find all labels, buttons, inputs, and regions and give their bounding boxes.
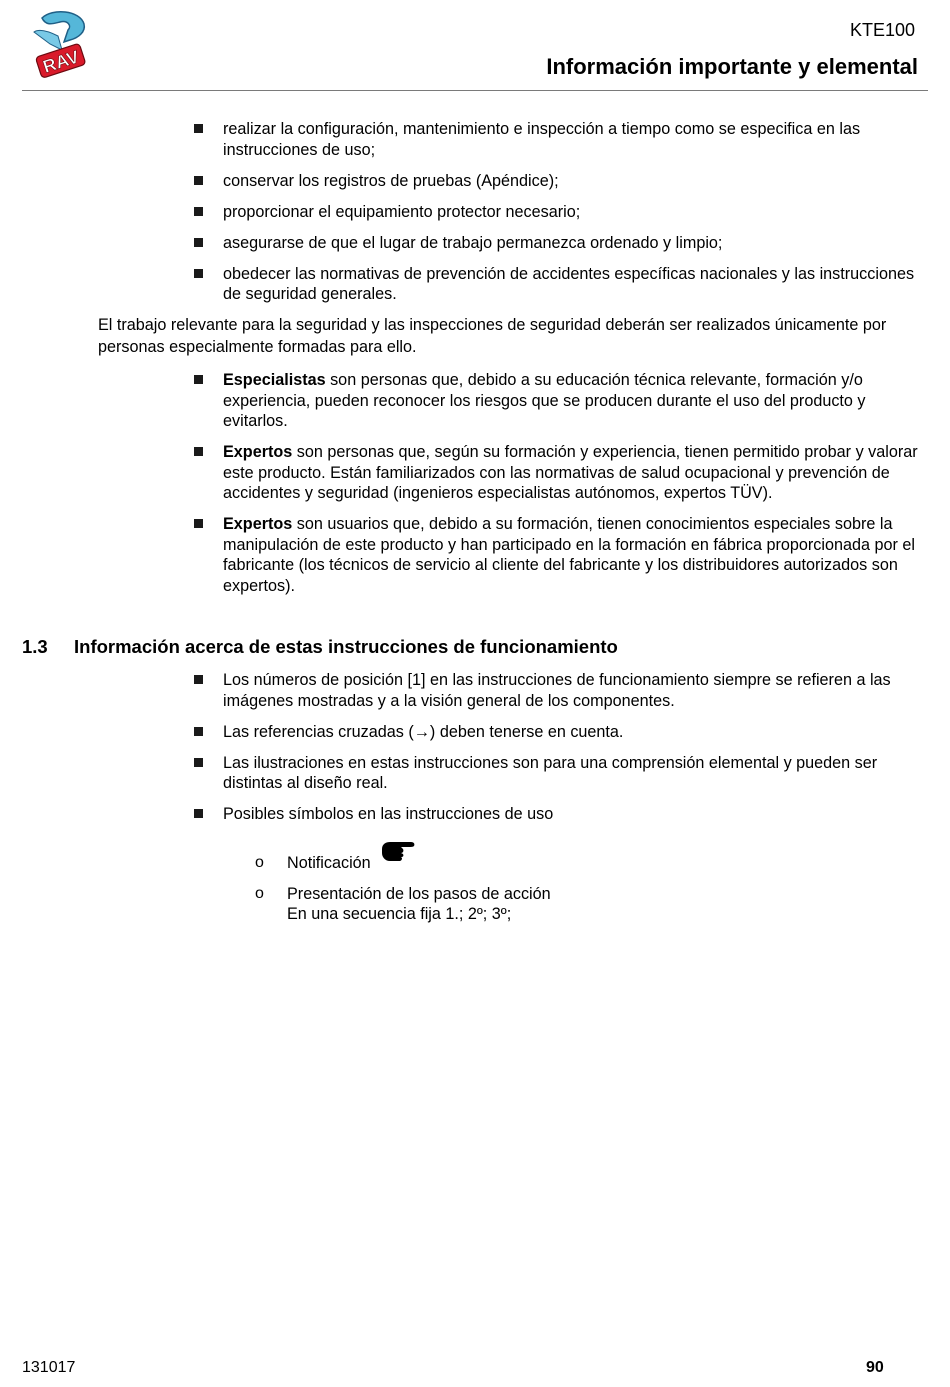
page-title: Información importante y elemental [546,54,918,79]
rav-logo [28,10,92,80]
list-item: conservar los registros de pruebas (Apéndice); [193,171,928,192]
square-bullet-icon [194,727,203,736]
square-bullet-icon [194,375,203,384]
header-divider [22,90,928,91]
square-bullet-icon [194,176,203,185]
square-bullet-icon [194,758,203,767]
square-bullet-icon [194,238,203,247]
document-code: KTE100 [849,20,915,40]
page-number: 90 [866,1359,884,1376]
list-item: Expertos son usuarios que, debido a su formación, tienen conocimientos especiales sobre la manipulación de este producto y han participado en la formación en fábrica proporcionada por el fabricante (los técnicos de servicio al cliente del fabricante y los distribuidores autorizados son expertos). [193,514,930,596]
list-item: realizar la configuración, mantenimiento e inspección a tiempo como se especifica en las instrucciones de uso; [193,119,928,160]
document-number: 131017 [22,1359,76,1376]
symbols-list [255,853,855,935]
circle-marker: o [255,884,264,902]
svg-text:RAV: RAV [40,46,82,77]
pointing-hand-icon [381,837,417,863]
square-bullet-icon [194,447,203,456]
list-item: Las referencias cruzadas (→) deben tenerse en cuenta. [193,722,930,743]
square-bullet-icon [194,519,203,528]
instructions-info-list [193,670,930,835]
responsibility-list [193,119,928,315]
circle-marker: o [255,854,264,871]
symbol-item-notification: o Notificación [255,853,855,874]
list-item: Posibles símbolos en las instrucciones de uso [193,804,930,825]
section-number: 1.3 [22,636,48,657]
section-heading [22,636,618,658]
list-item: asegurarse de que el lugar de trabajo permanezca ordenado y limpio; [193,233,928,254]
square-bullet-icon [194,124,203,133]
list-item: obedecer las normativas de prevención de accidentes específicas nacionales y las instrucciones de seguridad generales. [193,264,928,305]
square-bullet-icon [194,809,203,818]
list-item: Expertos son personas que, según su formación y experiencia, tienen permitido probar y valorar este producto. Están familiarizados con las normativas de salud ocupacional y prevención de accidentes y seguridad (ingenieros especialistas autónomos, expertos TÜV). [193,442,930,504]
safety-paragraph: El trabajo relevante para la seguridad y las inspecciones de seguridad deberán ser realizados únicamente por personas especialmente formadas para ello. [98,316,887,356]
symbol-item-steps: o Presentación de los pasos de acción En una secuencia fija 1.; 2º; 3º; [255,884,551,923]
personnel-definitions-list [193,370,930,607]
section-title: Información acerca de estas instrucciones de funcionamiento [74,636,618,657]
list-item: Especialistas son personas que, debido a su educación técnica relevante, formación y/o experiencia, pueden reconocer los riesgos que se producen durante el uso del producto y evitarlos. [193,370,930,432]
square-bullet-icon [194,207,203,216]
list-item: Los números de posición [1] en las instrucciones de funcionamiento siempre se refieren a las imágenes mostradas y a la visión general de los componentes. [193,670,930,711]
list-item: proporcionar el equipamiento protector necesario; [193,202,928,223]
square-bullet-icon [194,675,203,684]
square-bullet-icon [194,269,203,278]
list-item: Las ilustraciones en estas instrucciones son para una comprensión elemental y pueden ser distintas al diseño real. [193,753,930,794]
